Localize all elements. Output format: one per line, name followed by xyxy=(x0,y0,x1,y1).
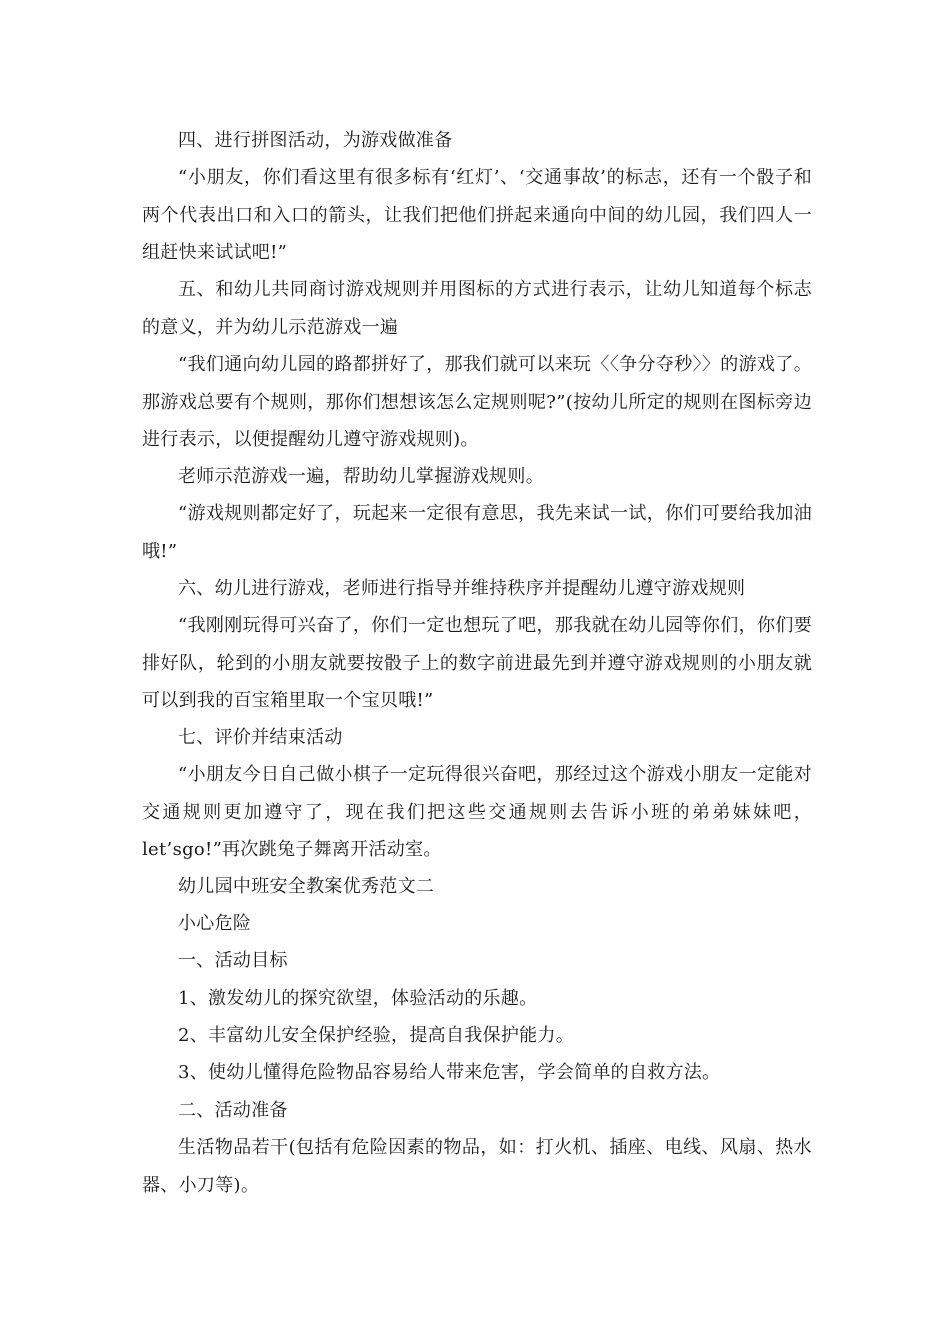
paragraph-puzzle-quote: “小朋友，你们看这里有很多标有‘红灯’、‘交通事故’的标志，还有一个骰子和两个代表出口和入口的箭头，让我们把他们拼起来通向中间的幼儿园，我们四人一组赶快来试试吧!” xyxy=(142,167,812,263)
heading-goals: 一、活动目标 xyxy=(178,950,288,971)
heading-step-5: 五、和幼儿共同商讨游戏规则并用图标的方式进行表示，让幼儿知道每个标志的意义，并为幼儿示范游戏一遍 xyxy=(142,279,812,338)
paragraph-materials: 生活物品若干(包括有危险因素的物品，如：打火机、插座、电线、风扇、热水器、小刀等)。 xyxy=(142,1137,812,1196)
paragraph-closing-quote: “小朋友今日自己做小棋子一定玩得很兴奋吧，那经过这个游戏小朋友一定能对交通规则更加遵守了，现在我们把这些交通规则去告诉小班的弟弟妹妹吧，let’sgo!”再次跳兔子舞离开活动室。 xyxy=(142,764,812,860)
goal-item-3: 3、使幼儿懂得危险物品容易给人带来危害，学会简单的自救方法。 xyxy=(178,1062,721,1083)
lesson-title: 小心危险 xyxy=(178,913,252,934)
paragraph-play-quote: “我刚刚玩得可兴奋了，你们一定也想玩了吧，那我就在幼儿园等你们，你们要排好队，轮到的小朋友就要按骰子上的数字前进最先到并遵守游戏规则的小朋友就可以到我的百宝箱里取一个宝贝哦!” xyxy=(142,615,812,711)
paragraph-demo-quote: “游戏规则都定好了，玩起来一定很有意思，我先来试一试，你们可要给我加油哦!” xyxy=(142,503,812,562)
heading-step-4: 四、进行拼图活动，为游戏做准备 xyxy=(178,130,453,151)
section-title: 幼儿园中班安全教案优秀范文二 xyxy=(178,876,435,897)
paragraph-rules-quote: “我们通向幼儿园的路都拼好了，那我们就可以来玩〈〈争分夺秒〉〉的游戏了。那游戏总要有个规则，那你们想想该怎么定规则呢?”(按幼儿所定的规则在图标旁边进行表示，以便提醒幼儿遵守游戏规则)。 xyxy=(142,354,812,450)
goal-item-1: 1、激发幼儿的探究欲望，体验活动的乐趣。 xyxy=(178,988,538,1009)
goal-item-2: 2、丰富幼儿安全保护经验，提高自我保护能力。 xyxy=(178,1025,575,1046)
heading-preparation: 二、活动准备 xyxy=(178,1100,288,1121)
paragraph-teacher-demo: 老师示范游戏一遍，帮助幼儿掌握游戏规则。 xyxy=(178,466,544,487)
heading-step-7: 七、评价并结束活动 xyxy=(178,727,343,748)
heading-step-6: 六、幼儿进行游戏，老师进行指导并维持秩序并提醒幼儿遵守游戏规则 xyxy=(178,578,746,599)
